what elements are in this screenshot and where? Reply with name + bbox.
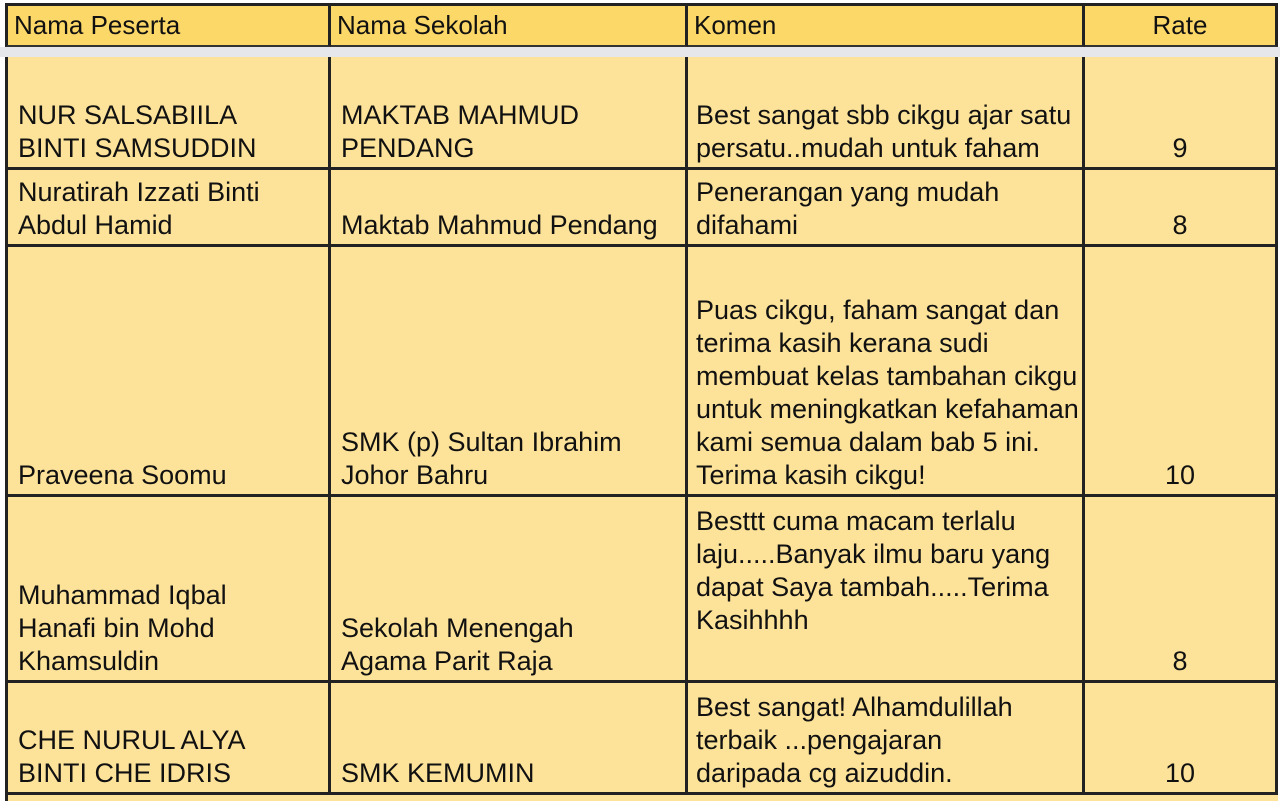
cell-text: Maktab Mahmud Pendang bbox=[341, 210, 658, 240]
next-row-edge bbox=[5, 795, 1278, 801]
cell-nama-peserta bbox=[5, 683, 331, 795]
cell-nama-sekolah bbox=[331, 497, 688, 683]
cell-text: 8 bbox=[1172, 210, 1188, 240]
cell-komen bbox=[688, 247, 1085, 497]
cell-nama-sekolah bbox=[331, 247, 688, 497]
cell-komen bbox=[688, 683, 1085, 795]
cell-text: 10 bbox=[1164, 460, 1196, 490]
cell-text: CHE NURUL ALYA BINTI CHE IDRIS bbox=[18, 725, 245, 788]
cell-komen bbox=[688, 170, 1085, 247]
cell-nama-sekolah bbox=[331, 683, 688, 795]
cell-nama-peserta bbox=[5, 57, 331, 170]
cell-nama-sekolah bbox=[331, 57, 688, 170]
cell-text: 10 bbox=[1164, 758, 1196, 788]
cell-rate bbox=[1085, 57, 1278, 170]
cell-nama-peserta bbox=[5, 247, 331, 497]
column-header-rate: Rate bbox=[1085, 3, 1278, 47]
column-header-nama-sekolah: Nama Sekolah bbox=[331, 3, 688, 47]
cell-text: 8 bbox=[1172, 646, 1188, 676]
cell-rate bbox=[1085, 683, 1278, 795]
cell-text: NUR SALSABIILA BINTI SAMSUDDIN bbox=[18, 100, 257, 163]
cell-nama-peserta bbox=[5, 170, 331, 247]
cell-komen bbox=[688, 497, 1085, 683]
column-header-komen: Komen bbox=[688, 3, 1085, 47]
column-header-nama-peserta: Nama Peserta bbox=[5, 3, 331, 47]
cell-text: Nuratirah Izzati Binti Abdul Hamid bbox=[18, 177, 260, 240]
cell-text: Best sangat sbb cikgu ajar satu persatu..mudah untuk faham bbox=[696, 100, 1072, 163]
header-separator bbox=[0, 47, 1280, 57]
cell-text: Penerangan yang mudah difahami bbox=[696, 177, 1000, 240]
cell-text: SMK KEMUMIN bbox=[341, 758, 535, 788]
cell-text: 9 bbox=[1172, 133, 1188, 163]
cell-komen bbox=[688, 57, 1085, 170]
cell-text: Muhammad Iqbal Hanafi bin Mohd Khamsuldin bbox=[18, 580, 227, 676]
cell-text: Puas cikgu, faham sangat dan terima kasih kerana sudi membuat kelas tambahan cikgu untuk meningkatkan kefahaman kami semua dalam bab 5 ini. Terima kasih cikgu! bbox=[696, 295, 1079, 490]
cell-rate bbox=[1085, 497, 1278, 683]
cell-text: SMK (p) Sultan Ibrahim Johor Bahru bbox=[341, 427, 622, 490]
cell-text: Besttt cuma macam terlalu laju.....Banyak ilmu baru yang dapat Saya tambah.....Terima Kasihhhh bbox=[696, 506, 1051, 635]
cell-nama-peserta bbox=[5, 497, 331, 683]
cell-text: MAKTAB MAHMUD PENDANG bbox=[341, 100, 580, 163]
cell-text: Best sangat! Alhamdulillah terbaik ...pengajaran daripada cg aizuddin. bbox=[696, 692, 1013, 788]
cell-nama-sekolah bbox=[331, 170, 688, 247]
cell-text: Praveena Soomu bbox=[18, 460, 227, 490]
cell-rate bbox=[1085, 170, 1278, 247]
cell-rate bbox=[1085, 247, 1278, 497]
cell-text: Sekolah Menengah Agama Parit Raja bbox=[341, 613, 574, 676]
